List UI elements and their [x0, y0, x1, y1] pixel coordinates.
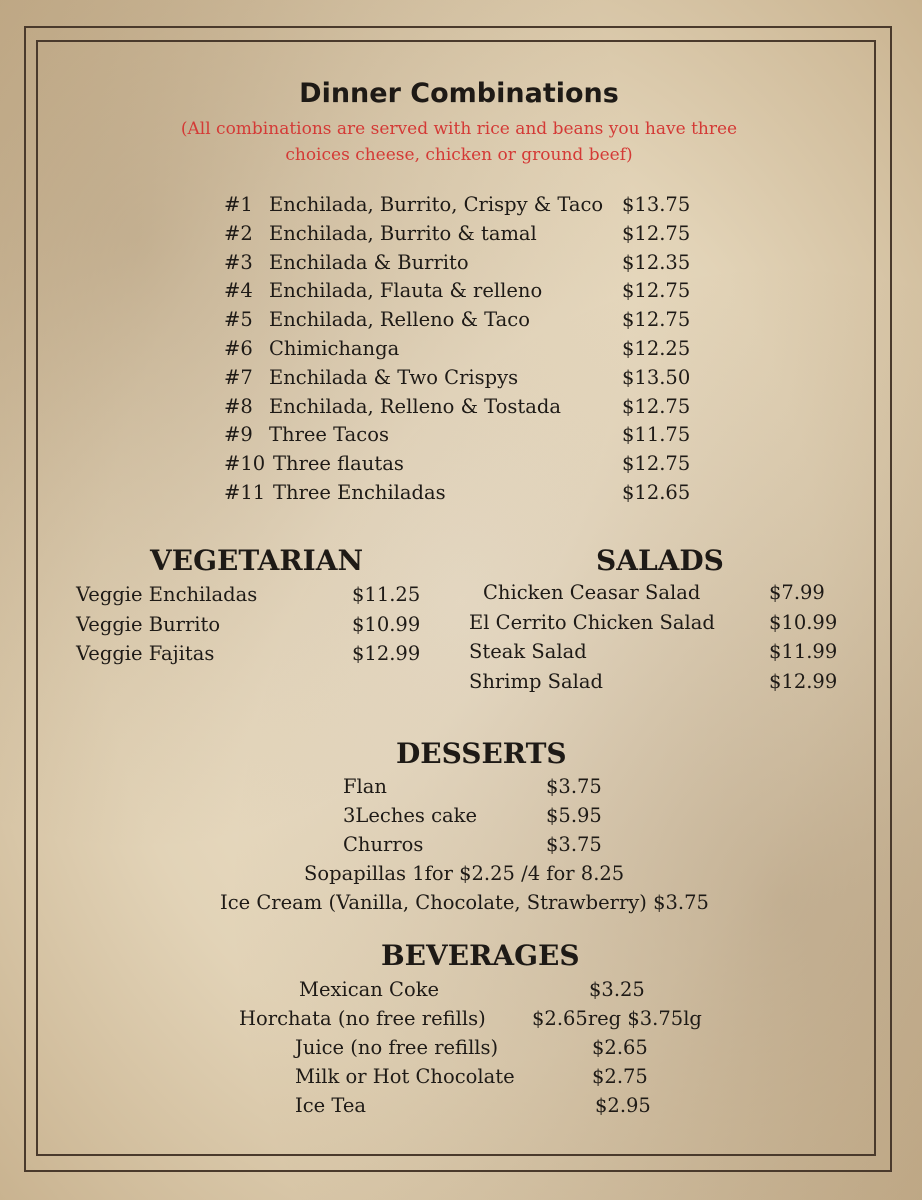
- combo-number: #3: [224, 250, 253, 274]
- dessert-item-name: Flan: [343, 775, 387, 798]
- beverage-item-price: $2.65reg $3.75lg: [532, 1007, 702, 1030]
- combo-number: #6: [224, 337, 253, 360]
- veg-item-price: $11.25: [352, 583, 421, 606]
- dessert-item-price: $3.75: [546, 833, 602, 856]
- dinner-title: Dinner Combinations: [299, 78, 619, 109]
- combo-price: $12.75: [622, 394, 691, 418]
- combo-name: Enchilada, Flauta & relleno: [269, 279, 543, 303]
- salad-item-price: $11.99: [769, 640, 838, 663]
- dessert-item-name: 3Leches cake: [343, 804, 478, 827]
- combo-number: #2: [224, 221, 253, 245]
- combo-number: #8: [224, 394, 253, 418]
- combo-name: Enchilada & Burrito: [269, 250, 469, 274]
- combo-name: Enchilada, Burrito, Crispy & Taco: [269, 193, 604, 216]
- dessert-item-price: $5.95: [546, 804, 602, 827]
- salad-item-name: El Cerrito Chicken Salad: [469, 610, 715, 634]
- beverage-item-name: Horchata (no free refills): [239, 1007, 486, 1030]
- salad-item-price: $7.99: [769, 581, 825, 604]
- dessert-item-name: Churros: [343, 833, 424, 856]
- beverage-item-price: $2.95: [595, 1094, 651, 1117]
- combo-name: Three Tacos: [269, 423, 389, 447]
- dinner-note-line1: (All combinations are served with rice and beans you have three: [180, 119, 738, 139]
- combo-price: $12.75: [622, 221, 691, 245]
- veg-item-name: Veggie Burrito: [76, 612, 221, 636]
- combo-name: Chimichanga: [269, 337, 400, 360]
- combo-number: #11: [224, 481, 266, 504]
- beverage-item-price: $3.25: [589, 978, 645, 1001]
- combo-number: #9: [224, 423, 253, 447]
- salad-item-price: $10.99: [769, 610, 838, 634]
- combo-name: Enchilada, Relleno & Taco: [269, 308, 530, 332]
- veg-item-name: Veggie Enchiladas: [76, 583, 258, 606]
- combo-number: #7: [224, 365, 253, 389]
- combo-price: $11.75: [622, 423, 691, 447]
- beverage-item-name: Ice Tea: [295, 1094, 367, 1117]
- sopapillas-line: Sopapillas 1for $2.25 /4 for 8.25: [304, 862, 625, 885]
- ice-cream-line: Ice Cream (Vanilla, Chocolate, Strawberry) $3.75: [220, 891, 709, 914]
- combo-price: $12.75: [622, 308, 691, 332]
- salads-title: SALADS: [596, 544, 724, 577]
- vegetarian-title: VEGETARIAN: [150, 544, 364, 577]
- combo-price: $12.75: [622, 279, 691, 303]
- combo-number: #10: [224, 452, 266, 476]
- combo-price: $12.35: [622, 250, 691, 274]
- combo-price: $12.65: [622, 481, 691, 504]
- combo-price: $12.75: [622, 452, 691, 476]
- combo-price: $13.50: [622, 365, 691, 389]
- dessert-item-price: $3.75: [546, 775, 602, 798]
- beverage-item-name: Juice (no free refills): [295, 1036, 499, 1059]
- salad-item-name: Chicken Ceasar Salad: [483, 581, 701, 604]
- combo-price: $13.75: [622, 193, 691, 216]
- beverage-item-price: $2.65: [592, 1036, 648, 1059]
- beverages-title: BEVERAGES: [381, 939, 580, 972]
- combo-name: Enchilada & Two Crispys: [269, 365, 519, 389]
- desserts-title: DESSERTS: [396, 737, 567, 770]
- combo-name: Enchilada, Burrito & tamal: [269, 221, 537, 245]
- combo-number: #1: [224, 193, 253, 216]
- veg-item-price: $10.99: [352, 612, 421, 636]
- beverage-item-name: Milk or Hot Chocolate: [295, 1065, 515, 1088]
- salad-item-name: Steak Salad: [469, 640, 587, 663]
- combo-number: #5: [224, 308, 253, 332]
- combo-name: Three flautas: [273, 452, 404, 476]
- combo-name: Enchilada, Relleno & Tostada: [269, 394, 561, 418]
- veg-item-price: $12.99: [352, 642, 421, 665]
- combo-number: #4: [224, 279, 253, 303]
- veg-item-name: Veggie Fajitas: [76, 642, 215, 665]
- beverage-item-price: $2.75: [592, 1065, 648, 1088]
- combo-price: $12.25: [622, 337, 691, 360]
- combo-name: Three Enchiladas: [273, 481, 446, 504]
- beverage-item-name: Mexican Coke: [299, 978, 440, 1001]
- salad-item-price: $12.99: [769, 669, 838, 693]
- salad-item-name: Shrimp Salad: [469, 669, 603, 693]
- dinner-note-line2: choices cheese, chicken or ground beef): [285, 145, 633, 165]
